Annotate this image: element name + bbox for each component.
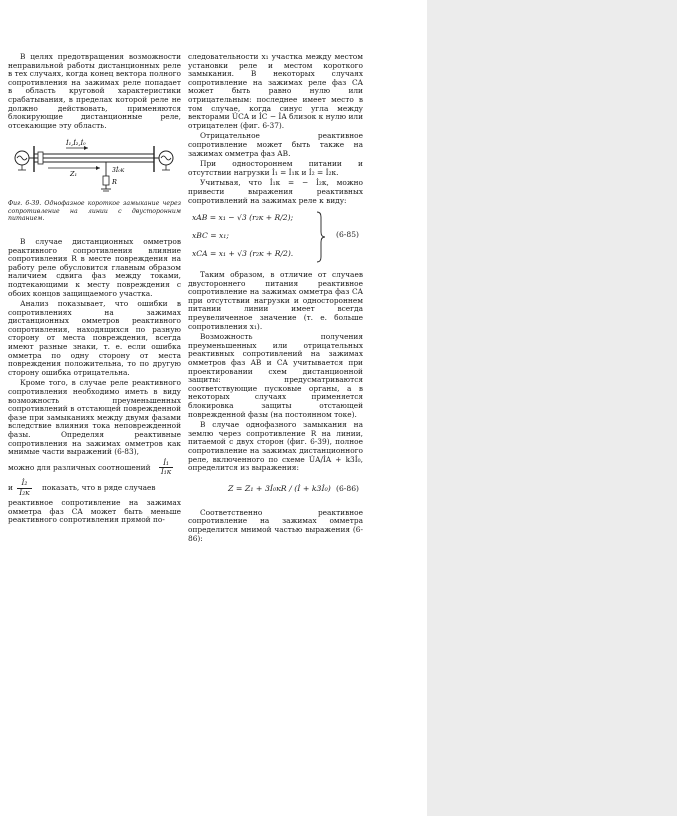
paragraph: Отрицательное реактивное сопротивление может быть также на зажимах омметра фаз AB. — [188, 131, 363, 158]
figure-label-currents: İ₁,İ₂,İ₀ — [66, 139, 86, 148]
fraction-numerator: İ₁ — [159, 459, 173, 469]
text-fragment: показать, что в ряде случаев — [41, 483, 156, 493]
fraction-denominator: İ₁к — [160, 467, 172, 477]
figure-label-z1: Z₁ — [70, 170, 78, 179]
paragraph: Таким образом, в отличие от случаев двустороннего питания реактивное сопротивление на зажимах омметра фаз CA при отсутствии нагрузки и одностороннем питании линии имеет всегда преувеличенное значение (т. е. больше сопротивления x₁). — [188, 270, 363, 331]
right-column — [188, 53, 363, 545]
paragraph: Кроме того, в случае реле реактивного сопротивления необходимо иметь в виду возможность преуменьшенных сопротивлений в отстающей поврежденной фазе при замыканиях между двумя фазами вследствие влияния тока неповрежденной фазы. Определяя реактивные сопротивления на зажимах омметров как мнимые части выражений (6-83), — [8, 378, 181, 457]
formula-xbc: xBC = x₁; — [192, 231, 229, 241]
side-panel — [427, 0, 677, 816]
equation-number: (6-86) — [336, 483, 359, 493]
fraction-denominator: İ₂к — [19, 487, 30, 497]
paragraph: реактивное сопротивление на зажимах омметра фаз CA может быть меньше реактивного сопротивления прямой по- — [8, 498, 181, 525]
figure-label-r: R — [112, 178, 117, 187]
paragraph: В случае дистанционных омметров реактивного сопротивления влияние сопротивления R в месте повреждения на работу реле обусловится главным образом наличием сдвига фаз между токами, подтекающими к месту повреждения с обоих концов защищаемого участка. — [8, 236, 181, 298]
figure-6-39-diagram — [8, 134, 181, 196]
paragraph: Анализ показывает, что ошибки в сопротивлениях на зажимах дистанционных омметров реактивного сопротивления, находящихся по разную сторону от места повреждения, всегда имеют разные знаки, т. е. если ошибка омметра по одну сторону от места повреждения положительна, то по другую сторону ошибка отрицательна. — [8, 299, 181, 377]
paragraph: При одностороннем питании и отсутствии нагрузки İ₁ = İ₁к и İ₂ = İ₂к. — [188, 159, 363, 177]
paragraph: В случае однофазного замыкания на землю через сопротивление R на линии, питаемой с двух сторон (фиг. 6-39), полное сопротивление на зажимах дистанционного реле, включенного по схеме U̇A/İA + k3İ₀, определится из выражения: — [188, 420, 363, 473]
equation-number: (6-85) — [336, 230, 359, 240]
text-fragment: можно для различных соотношений — [8, 462, 151, 472]
figure-label-fault-current: 3İ₀к — [112, 167, 125, 175]
fraction — [17, 479, 31, 497]
left-column — [8, 53, 181, 527]
formula-6-86 — [188, 479, 363, 503]
text-fragment: и — [8, 483, 13, 493]
figure-caption: Фиг. 6-39. Однофазное короткое замыкание через сопротивление на линии с двусторонним питанием. — [8, 200, 181, 222]
right-brace — [316, 211, 326, 263]
paragraph-with-fraction — [8, 479, 181, 497]
formula-6-85 — [188, 209, 363, 265]
paragraph: Возможность получения преуменьшенных или отрицательных реактивных сопротивлений на зажимах омметров фаз AB и CA учитывается при проектировании схем дистанционной защиты: предусматриваются соответствующие пусковые органы, а в некоторых случаях применяется блокировка защиты отстающей поврежденной фазы (на постоянном токе). — [188, 332, 363, 419]
fraction — [159, 459, 173, 477]
paragraph-with-fraction — [8, 459, 181, 477]
formula-z: Z = Z₁ + 3İ₀кR / (İ + k3İ₀) — [228, 483, 331, 493]
paragraph: Соответственно реактивное сопротивление на зажимах омметра определится мнимой частью выражения (6-86): — [188, 507, 363, 543]
formula-xab: xAB = x₁ − √3 (r₂к + R/2); — [192, 213, 294, 223]
paragraph: Учитывая, что İ₁к = − İ₂к, можно привести выражения реактивных сопротивлений на зажимах реле к виду: — [188, 178, 363, 205]
fraction-numerator: İ₂ — [17, 479, 31, 489]
formula-xca: xCA = x₁ + √3 (r₂к + R/2). — [192, 249, 294, 259]
paragraph: следовательности x₁ участка между местом установки реле и местом короткого замыкания. В некоторых случаях сопротивление на зажимах реле фаз CA может быть равно нулю или отрицательным: последнее имеет место в том случае, когда синус угла между векторами U̇CA и İC − İA близок к нулю или отрицателен (фиг. 6-37). — [188, 52, 363, 130]
paragraph: В целях предотвращения возможности неправильной работы дистанционных реле в тех случаях, когда конец вектора полного сопротивления на зажимах реле попадает в область круговой характеристики срабатывания, в пределах которой реле не должно действовать, применяются блокирующие дистанционные реле, отсекающие эту область. — [8, 52, 181, 130]
